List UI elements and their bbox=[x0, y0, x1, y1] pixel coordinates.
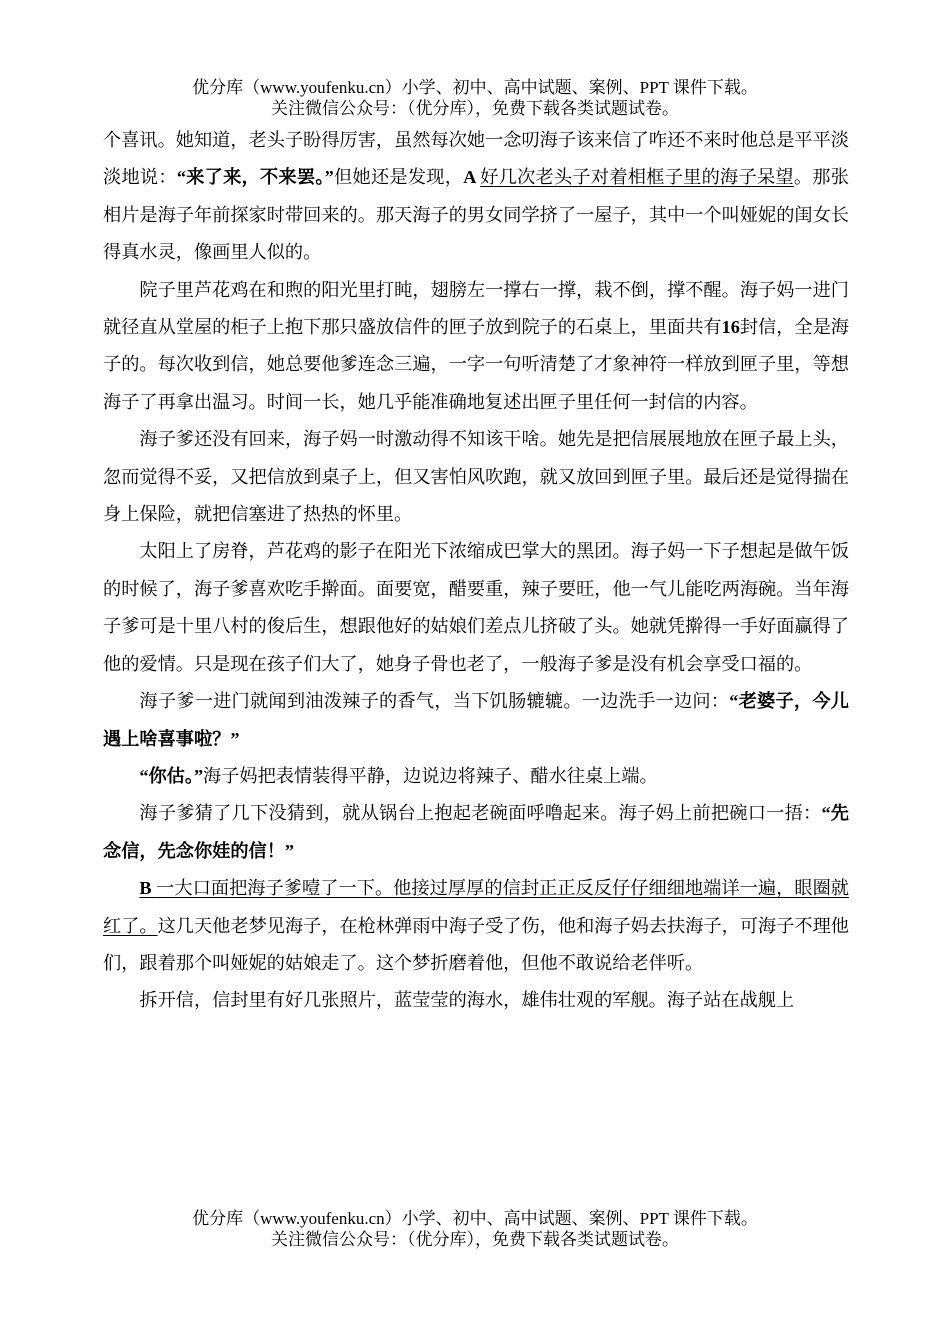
paragraph-5 bbox=[103, 683, 849, 758]
paragraph-4: 太阳上了房脊，芦花鸡的影子在阳光下浓缩成巴掌大的黑团。海子妈一下子想起是做午饭的时候了，海子爹喜欢吃手擀面。面要宽，醋要重，辣子要旺，他一气儿能吃两海碗。当年海子爹可是十里八村的俊后生，想跟他好的姑娘们差点儿挤破了头。她就凭擀得一手好面赢得了他的爱情。只是现在孩子们大了，她身子骨也老了，一般海子爹是没有机会享受口福的。 bbox=[103, 541, 849, 674]
paragraph-2-text-b: 封信，全是海子的。每次收到信，她总要他爹连念三遍，一字一句听清楚了才象神符一样放到匣子里，等想海子了再拿出温习。时间一长，她几乎能准确地复述出匣子里任何一封信的内容。 bbox=[103, 317, 849, 412]
paragraph-8-text-a: 这几天他老梦见海子，在枪林弹雨中海子受了伤，他和海子妈去扶海子，可海子不理他们，跟着那个叫娅妮的姑娘走了。这个梦折磨着他，但他不敢说给老伴听。 bbox=[103, 915, 849, 973]
paragraph-5-quote: “老婆子，今儿遇上啥喜事啦？” bbox=[103, 691, 849, 749]
footer-site-line: 优分库（www.youfenku.cn）小学、初中、高中试题、案例、PPT 课件下载。 bbox=[192, 1209, 758, 1228]
marker-b: B bbox=[139, 878, 157, 899]
paragraph-6 bbox=[103, 758, 849, 795]
paragraph-7-text-a: 海子爹猜了几下没猜到，就从锅台上抱起老碗面呼噜起来。海子妈上前把碗口一捂： bbox=[139, 803, 822, 824]
header-site-line: 优分库（www.youfenku.cn）小学、初中、高中试题、案例、PPT 课件下载。 bbox=[192, 78, 758, 97]
paragraph-5-text-a: 海子爹一进门就闻到油泼辣子的香气，当下饥肠辘辘。一边洗手一边问： bbox=[139, 691, 730, 712]
marker-a: A bbox=[463, 167, 481, 188]
paragraph-1-text-b: 但她还是发现， bbox=[333, 167, 464, 188]
page-footer bbox=[0, 1208, 950, 1250]
paragraph-9: 拆开信，信封里有好几张照片，蓝莹莹的海水，雄伟壮观的军舰。海子站在战舰上 bbox=[139, 990, 795, 1011]
paragraph-6-text-a: 海子妈把表情装得平静，边说边将辣子、醋水往桌上端。 bbox=[203, 765, 658, 786]
header-wechat-line: 关注微信公众号：（优分库），免费下载各类试题试卷。 bbox=[271, 99, 679, 118]
paragraph-1-quote: “来了来，不来罢。” bbox=[176, 167, 334, 188]
paragraph-2-text-a: 院子里芦花鸡在和煦的阳光里打盹，翅膀左一撑右一撑，栽不倒，撑不醒。海子妈一进门就径直从堂屋的柜子上抱下那只盛放信件的匣子放到院子的石桌上，里面共有 bbox=[103, 279, 849, 338]
article-body bbox=[103, 122, 849, 1020]
paragraph-8 bbox=[103, 870, 849, 982]
paragraph-2 bbox=[103, 272, 849, 422]
letter-count: 16 bbox=[721, 317, 740, 338]
paragraph-7 bbox=[103, 795, 849, 870]
underlined-sentence-b: 一大口面把海子爹噎了一下。他接过厚厚的信封正正反反仔仔细细地端详一遍，眼圈就红了。 bbox=[103, 878, 849, 936]
paragraph-7-quote: “先念信，先念你娃的信！” bbox=[103, 803, 849, 861]
paragraph-3: 海子爹还没有回来，海子妈一时激动得不知该干啥。她先是把信展展地放在匣子最上头，忽而觉得不妥，又把信放到桌子上，但又害怕风吹跑，就又放回到匣子里。最后还是觉得揣在身上保险，就把信塞进了热热的怀里。 bbox=[103, 429, 849, 525]
page-header bbox=[0, 77, 950, 119]
paragraph-1-text-c: 。那张相片是海子年前探家时带回来的。那天海子的男女同学挤了一屋子，其中一个叫娅妮的闺女长得真水灵，像画里人似的。 bbox=[103, 167, 849, 263]
paragraph-6-quote: “你估。” bbox=[139, 765, 204, 786]
underlined-sentence-a: 好几次老头子对着相框子里的海子呆望 bbox=[480, 167, 794, 188]
footer-wechat-line: 关注微信公众号：（优分库），免费下载各类试题试卷。 bbox=[271, 1230, 679, 1249]
paragraph-1 bbox=[103, 122, 849, 272]
paragraph-1-text-a: 个喜讯。她知道，老头子盼得厉害，虽然每次她一念叨海子该来信了咋还不来时他总是平平淡淡地说： bbox=[103, 130, 849, 188]
